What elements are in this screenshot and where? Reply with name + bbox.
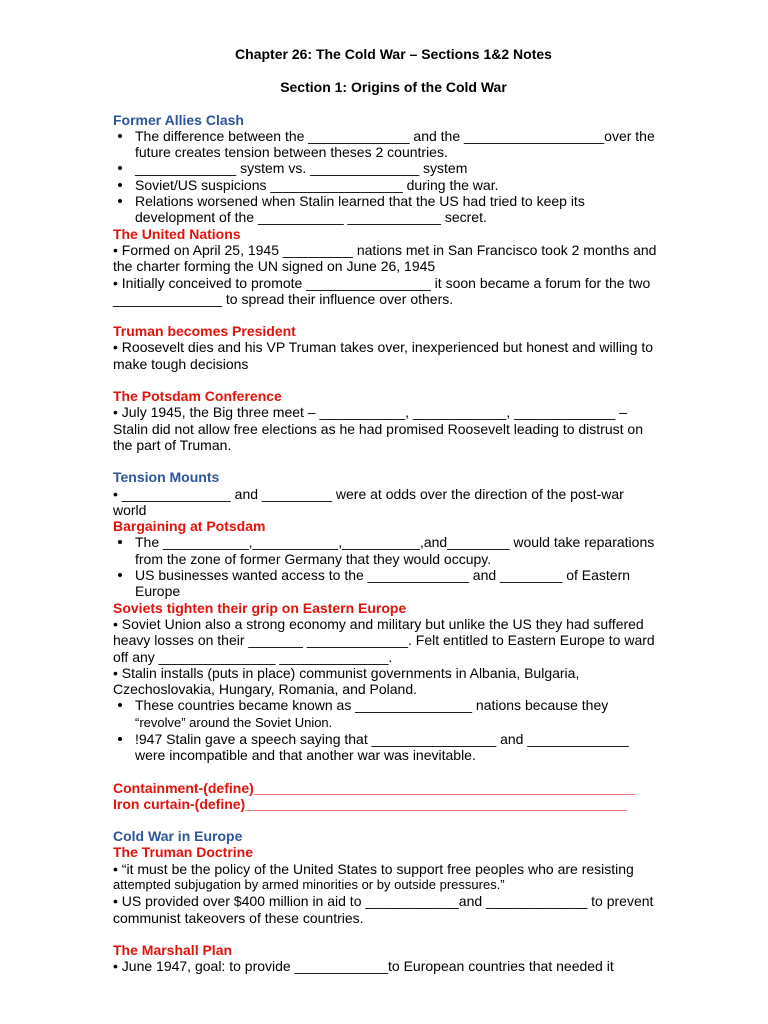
paragraph: • June 1947, goal: to provide ____________to European countries that needed it	[113, 958, 614, 975]
paragraph: • Roosevelt dies and his VP Truman takes over, inexperienced but honest and willing to make tough decisions	[113, 339, 654, 372]
heading-cold-war-in-europe: Cold War in Europe	[113, 828, 243, 845]
section-title: Section 1: Origins of the Cold War	[280, 79, 507, 96]
list-item: The ___________,___________,__________,and________ would take reparations from the zone of former Germany that they would occupy.	[113, 534, 658, 567]
paragraph: • July 1945, the Big three meet – ___________, ____________, _____________ – Stalin did not allow free elections as he had promised Roosevelt leading to distrust on the part of Truman.	[113, 404, 643, 453]
heading-bargaining-at-potsdam: Bargaining at Potsdam	[113, 518, 266, 535]
list-item: US businesses wanted access to the _____________ and ________ of Eastern Europe	[113, 567, 658, 600]
paragraph: • Initially conceived to promote ________________ it soon became a forum for the two ______________ to spread their influence over others.	[113, 274, 651, 307]
paragraph-small: attempted subjugation by armed minorities or by outside pressures.”	[113, 877, 505, 893]
paragraph: • Soviet Union also a strong economy and military but unlike the US they had suffered heavy losses on their _______ _____________. Felt entitled to Eastern Europe to ward off any _______________ ______________.	[113, 615, 655, 665]
list-item: The difference between the _____________ and the __________________over the future creates tension between theses 2 countries.	[113, 128, 658, 161]
heading-united-nations: The United Nations	[113, 225, 241, 242]
paragraph: • ______________ and _________ were at odds over the direction of the post-war world	[113, 485, 624, 518]
paragraph: • “it must be the policy of the United States to support free peoples who are resisting	[113, 860, 634, 877]
heading-former-allies-clash: Former Allies Clash	[113, 111, 244, 128]
paragraph: • US provided over $400 million in aid to ____________and _____________ to prevent communist takeovers of these countries.	[113, 893, 654, 926]
paragraph: • Stalin installs (puts in place) communist governments in Albania, Bulgaria, Czechoslovakia, Hungary, Romania, and Poland.	[113, 664, 580, 698]
list-item: Soviet/US suspicions _________________ during the war.	[113, 177, 658, 193]
heading-potsdam-conference: The Potsdam Conference	[113, 388, 282, 405]
heading-truman-doctrine: The Truman Doctrine	[113, 844, 254, 861]
bargaining-list	[113, 534, 658, 599]
paragraph: • Formed on April 25, 1945 _________ nations met in San Francisco took 2 months and the charter forming the UN signed on June 26, 1945	[113, 241, 657, 275]
heading-marshall-plan: The Marshall Plan	[113, 941, 233, 958]
heading-soviets-tighten-grip: Soviets tighten their grip on Eastern Europe	[113, 599, 407, 616]
heading-truman-becomes-president: Truman becomes President	[113, 323, 296, 340]
containment-definition-prompt: Containment-(define)_________________________________________________	[113, 779, 636, 796]
notes-content	[113, 46, 658, 975]
heading-tension-mounts: Tension Mounts	[113, 469, 220, 486]
list-item-text-small: “revolve” around the Soviet Union.	[135, 714, 333, 730]
page-title: Chapter 26: The Cold War – Sections 1&2 Notes	[235, 46, 552, 62]
list-item	[113, 697, 658, 731]
list-item: !947 Stalin gave a speech saying that ________________ and _____________ were incompatible and that another war was inevitable.	[113, 731, 658, 764]
list-item: _____________ system vs. ______________ system	[113, 160, 658, 176]
soviets-list	[113, 697, 658, 763]
iron-curtain-definition-prompt: Iron curtain-(define)_________________________________________________	[113, 795, 627, 812]
list-item-text: These countries became known as _______________ nations because they	[135, 697, 609, 714]
list-item: Relations worsened when Stalin learned that the US had tried to keep its development of the ___________ ____________ secret.	[113, 193, 658, 226]
former-allies-list	[113, 128, 658, 226]
